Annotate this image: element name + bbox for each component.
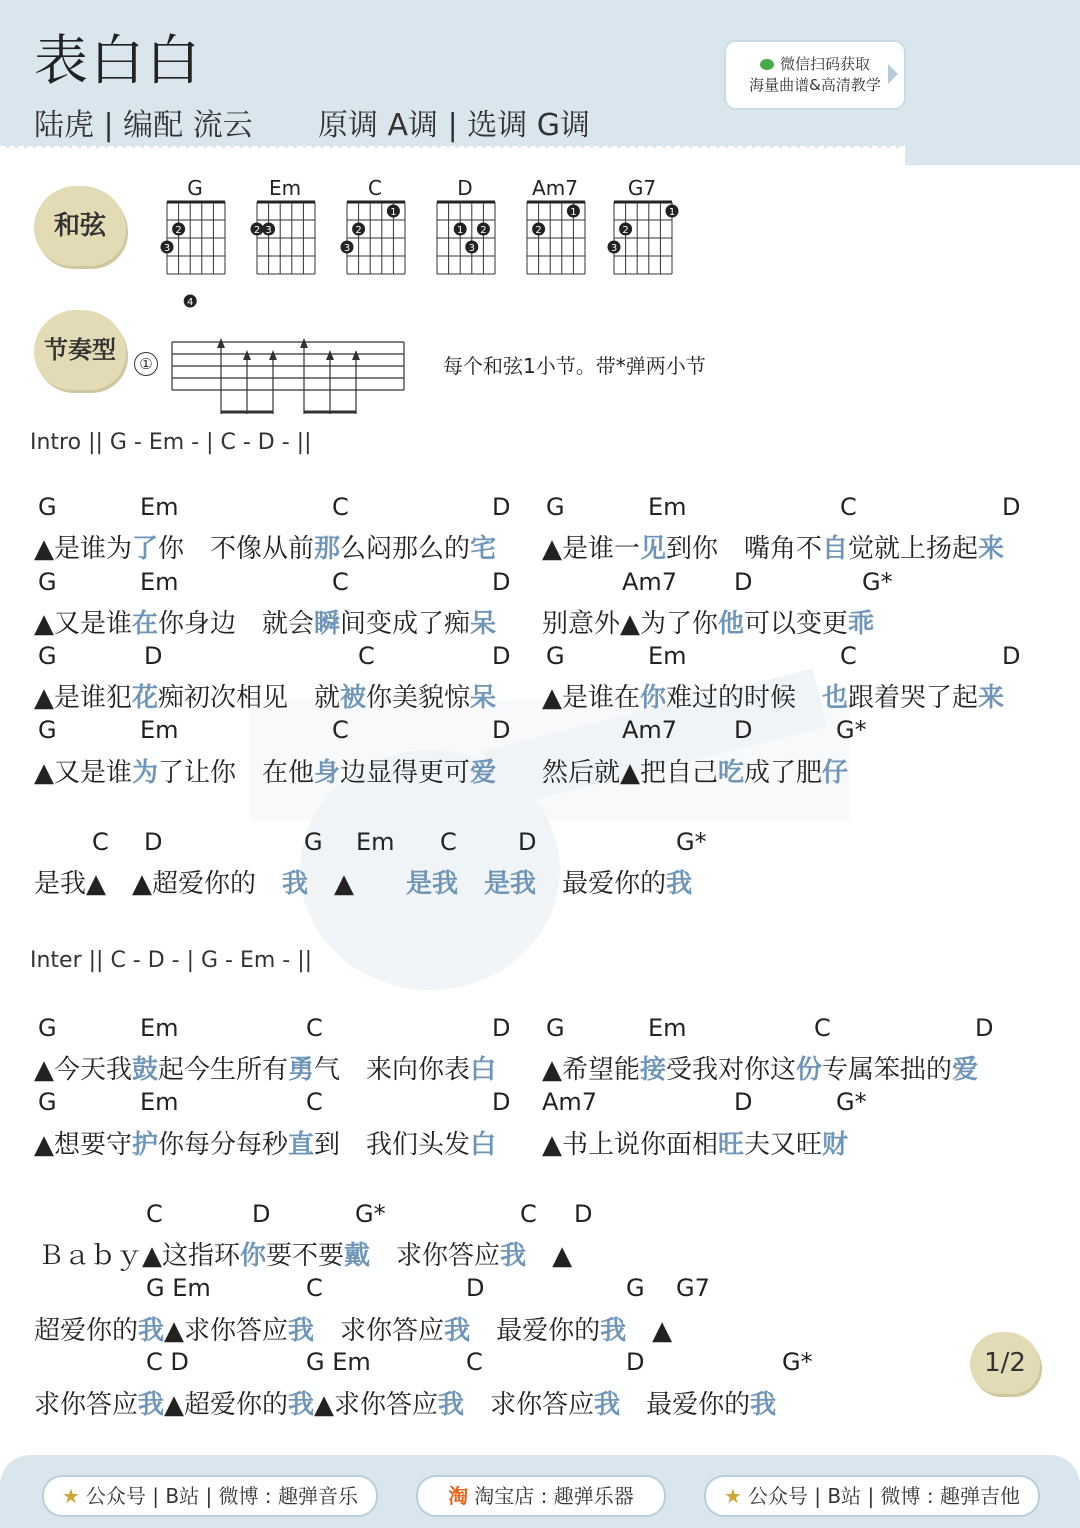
- chord-label: D: [1002, 642, 1021, 670]
- lyric-line: ▲又是谁为了让你 在他身边显得更可爱: [34, 758, 497, 788]
- qr-line1: 微信扫码获取: [779, 55, 870, 73]
- svg-text:2: 2: [175, 225, 182, 236]
- rhythm-number: ①: [134, 352, 158, 376]
- chord-label: Em: [140, 493, 179, 521]
- chord-label: C: [332, 716, 349, 744]
- chord-label: Em: [648, 493, 687, 521]
- qr-promo-box[interactable]: [724, 40, 906, 110]
- footer-right-label: 公众号 | B站 | 微博 : 趣弹吉他: [747, 1484, 1021, 1508]
- footer-middle-label: 淘宝店 : 趣弹乐器: [474, 1484, 634, 1508]
- chord-label: C: [520, 1200, 537, 1228]
- chord-label: C: [92, 828, 109, 856]
- chord-diagram-d: [435, 176, 515, 276]
- lyric-line: ▲是谁在你难过的时候 也跟着哭了起来: [542, 683, 1005, 713]
- chord-label: C: [358, 642, 375, 670]
- chord-label: D: [492, 1088, 511, 1116]
- chord-label: G*: [836, 1088, 867, 1116]
- chord-label: D: [144, 642, 163, 670]
- chord-name: G7: [627, 176, 657, 200]
- chord-label: Am7: [542, 1088, 598, 1116]
- chord-label: G Em: [146, 1274, 211, 1302]
- chord-diagram-em: [255, 176, 335, 276]
- taobao-icon: 淘: [448, 1484, 469, 1508]
- svg-text:3: 3: [163, 243, 171, 254]
- lyric-line: Ｂａｂｙ▲这指环你要不要戴 求你答应我 ▲: [38, 1241, 573, 1271]
- rhythm-note: 每个和弦1小节。带*弹两小节: [443, 354, 706, 378]
- lyric-line: ▲想要守护你每分每秒直到 我们头发白: [34, 1130, 497, 1160]
- chord-label: D: [252, 1200, 271, 1228]
- svg-text:2: 2: [480, 225, 487, 236]
- inter-line: Inter || C - D - | G - Em - ||: [30, 948, 313, 973]
- chord-label: G*: [782, 1348, 813, 1376]
- chord-diagram-g7: [612, 176, 692, 276]
- chord-label: C: [840, 642, 857, 670]
- chord-label: D: [734, 568, 753, 596]
- chord-label: G: [38, 642, 57, 670]
- chord-label: G*: [355, 1200, 386, 1228]
- chord-label: G: [38, 716, 57, 744]
- svg-text:3: 3: [343, 243, 351, 254]
- lyric-line: ▲书上说你面相旺夫又旺财: [542, 1130, 849, 1160]
- svg-text:4: 4: [187, 297, 194, 308]
- chord-label: G: [546, 1014, 565, 1042]
- footer-social-music[interactable]: [42, 1475, 378, 1517]
- footer-taobao[interactable]: [416, 1475, 666, 1517]
- lyric-line: 别意外▲为了你他可以变更乖: [542, 609, 875, 639]
- rhythm-staff: [170, 336, 410, 418]
- chords-badge: 和弦: [34, 186, 126, 266]
- chord-label: G*: [836, 716, 867, 744]
- chevron-right-icon: [888, 64, 898, 84]
- chord-name: G: [187, 176, 203, 200]
- lyric-line: 超爱你的我▲求你答应我 求你答应我 最爱你的我 ▲: [34, 1316, 673, 1346]
- header-cutout: [0, 148, 905, 170]
- svg-text:1: 1: [390, 207, 397, 218]
- chord-label: D: [975, 1014, 994, 1042]
- chord-label: D: [492, 1014, 511, 1042]
- chord-label: D: [518, 828, 537, 856]
- chord-label: D: [144, 828, 163, 856]
- chord-diagram-am7: [525, 176, 605, 276]
- chord-label: C: [306, 1088, 323, 1116]
- chord-label: D: [734, 1088, 753, 1116]
- chord-label: Em: [648, 642, 687, 670]
- chord-label: Em: [140, 1014, 179, 1042]
- chord-diagram-g: [163, 176, 245, 308]
- svg-text:2: 2: [535, 225, 542, 236]
- chord-label: Am7: [622, 568, 678, 596]
- chord-label: C D: [146, 1348, 189, 1376]
- chord-label: D: [492, 642, 511, 670]
- chord-name: Am7: [532, 176, 578, 200]
- lyric-line: ▲是谁为了你 不像从前那么闷那么的宅: [34, 534, 497, 564]
- svg-text:2: 2: [253, 225, 261, 236]
- chord-label: Em: [140, 1088, 179, 1116]
- svg-text:3: 3: [468, 243, 475, 254]
- svg-text:1: 1: [457, 225, 464, 236]
- star-icon: ★: [723, 1484, 742, 1508]
- qr-line2: 海量曲谱&高清教学: [749, 76, 881, 94]
- intro-line: Intro || G - Em - | C - D - ||: [30, 430, 312, 455]
- chord-label: C: [146, 1200, 163, 1228]
- rhythm-badge: 节奏型: [34, 310, 126, 390]
- chord-label: C: [332, 493, 349, 521]
- chord-label: G: [38, 568, 57, 596]
- chord-label: C: [440, 828, 457, 856]
- chord-label: C: [332, 568, 349, 596]
- chord-label: Em: [356, 828, 395, 856]
- key-info: 原调 A调 | 选调 G调: [318, 108, 591, 143]
- chord-label: G*: [862, 568, 893, 596]
- svg-text:3: 3: [265, 225, 272, 236]
- star-icon: ★: [61, 1484, 80, 1508]
- chord-label: Em: [140, 716, 179, 744]
- chord-label: G*: [676, 828, 707, 856]
- chord-label: G: [304, 828, 323, 856]
- lyric-line: ▲是谁一见到你 嘴角不自觉就上扬起来: [542, 534, 1005, 564]
- chord-label: G: [626, 1274, 645, 1302]
- chord-label: Em: [648, 1014, 687, 1042]
- chord-diagram-c: [345, 176, 425, 276]
- chord-label: D: [492, 493, 511, 521]
- lyric-line: ▲又是谁在你身边 就会瞬间变成了痴呆: [34, 609, 497, 639]
- chord-label: D: [626, 1348, 645, 1376]
- chord-label: G Em: [306, 1348, 371, 1376]
- chord-label: Am7: [622, 716, 678, 744]
- chord-label: G7: [676, 1274, 710, 1302]
- chord-label: G: [38, 493, 57, 521]
- svg-text:2: 2: [355, 225, 362, 236]
- lyric-line: 是我▲ ▲超爱你的 我 ▲ 是我 是我 最爱你的我: [34, 869, 693, 899]
- chord-label: C: [466, 1348, 483, 1376]
- chord-label: D: [466, 1274, 485, 1302]
- chord-label: G: [38, 1014, 57, 1042]
- chord-label: C: [306, 1014, 323, 1042]
- chord-label: G: [546, 493, 565, 521]
- chord-label: C: [306, 1274, 323, 1302]
- song-title: 表白白: [34, 29, 202, 92]
- chord-label: C: [814, 1014, 831, 1042]
- footer-left-label: 公众号 | B站 | 微博 : 趣弹音乐: [85, 1484, 359, 1508]
- lyric-line: 求你答应我▲超爱你的我▲求你答应我 求你答应我 最爱你的我: [34, 1390, 777, 1420]
- svg-text:2: 2: [622, 225, 629, 236]
- chord-label: D: [492, 716, 511, 744]
- lyric-line: ▲是谁犯花痴初次相见 就被你美貌惊呆: [34, 683, 497, 713]
- chord-label: G: [38, 1088, 57, 1116]
- chord-label: G: [546, 642, 565, 670]
- lyric-line: ▲今天我鼓起今生所有勇气 来向你表白: [34, 1055, 497, 1085]
- lyric-line: ▲希望能接受我对你这份专属笨拙的爱: [542, 1055, 979, 1085]
- footer-social-guitar[interactable]: [704, 1475, 1040, 1517]
- lyric-line: 然后就▲把自己吃成了肥仔: [542, 758, 849, 788]
- chord-label: Em: [140, 568, 179, 596]
- svg-text:1: 1: [668, 207, 676, 218]
- chord-label: D: [492, 568, 511, 596]
- chord-name: C: [368, 176, 382, 200]
- chord-name: Em: [268, 176, 302, 200]
- page-number: 1/2: [970, 1332, 1040, 1394]
- chord-label: C: [840, 493, 857, 521]
- wechat-icon: [760, 59, 774, 70]
- header-divider: [0, 146, 905, 149]
- chord-name: D: [457, 176, 473, 200]
- svg-text:3: 3: [610, 243, 618, 254]
- svg-text:1: 1: [570, 207, 577, 218]
- chord-label: D: [574, 1200, 593, 1228]
- artist-arranger: 陆虎 | 编配 流云: [34, 108, 253, 143]
- chord-label: D: [1002, 493, 1021, 521]
- chord-label: D: [734, 716, 753, 744]
